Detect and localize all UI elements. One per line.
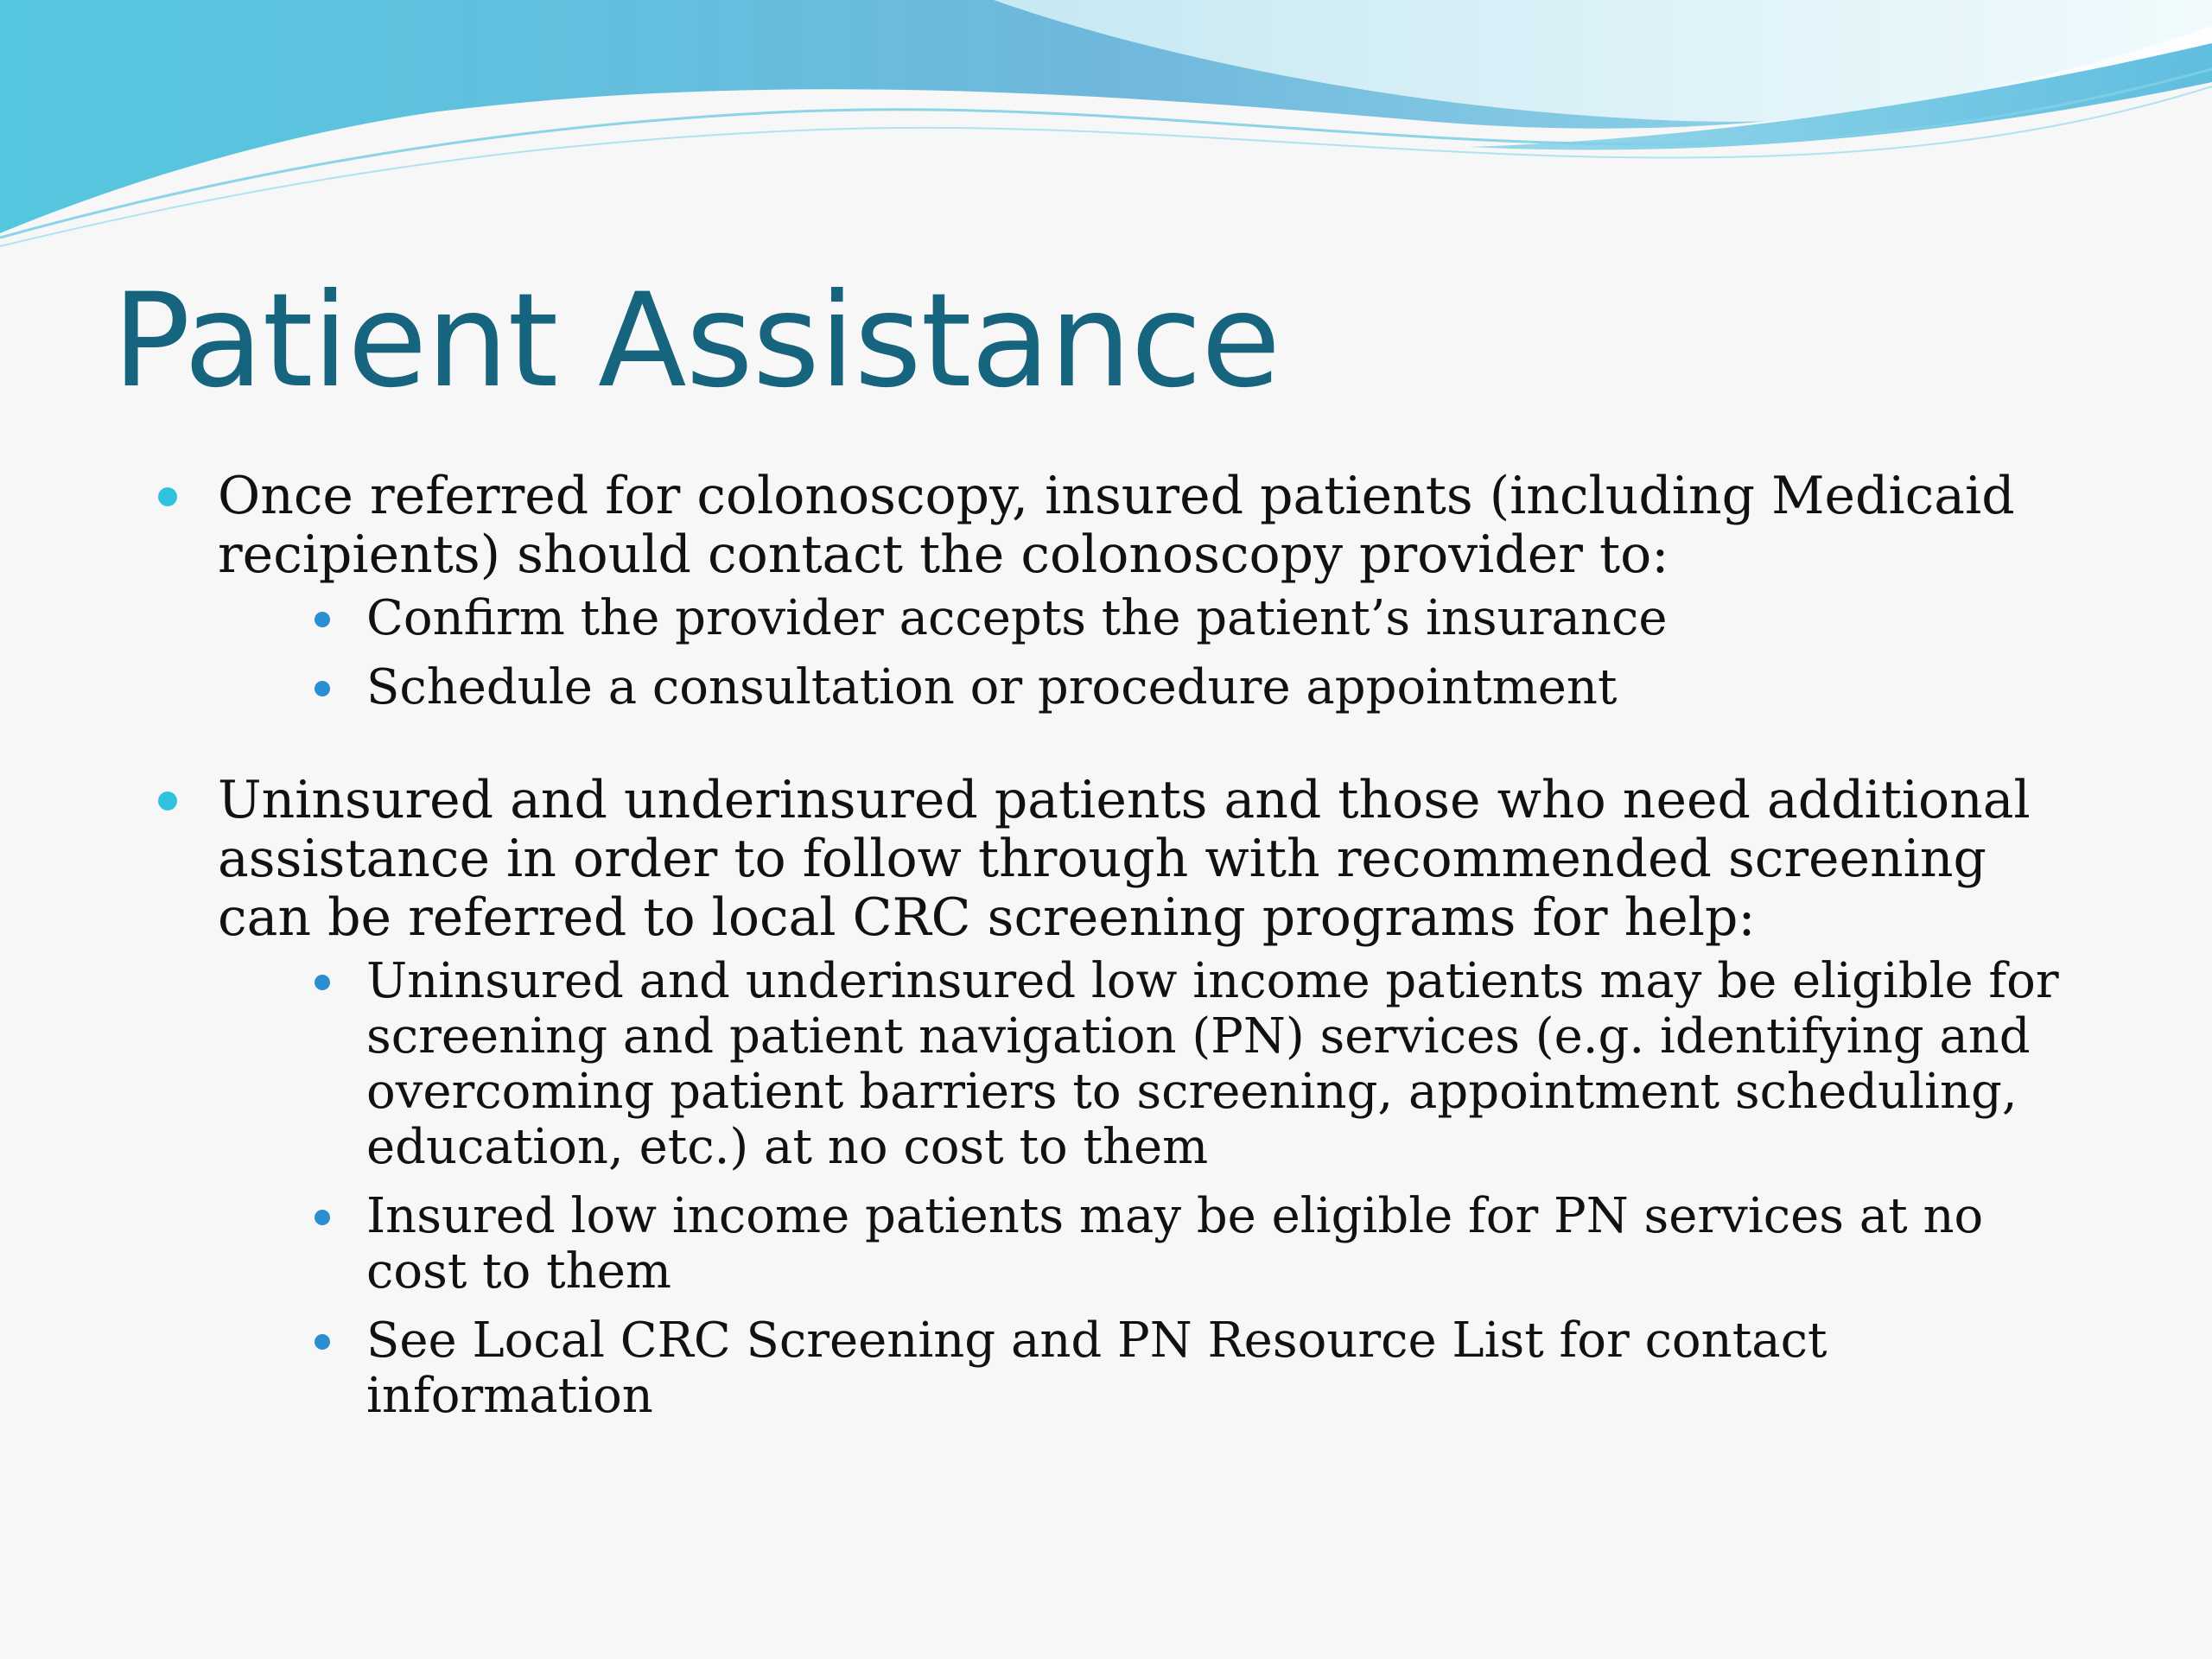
sub-bullet-item bbox=[304, 954, 2091, 1175]
bullet-text: Uninsured and underinsured patients and those who need additional assistance in order to follow through with recommended screening can be referred to local CRC screening programs for help: bbox=[218, 770, 2031, 948]
sub-bullet-text: Insured low income patients may be eligible for PN services at no cost to them bbox=[366, 1188, 1984, 1300]
sub-bullet-text: See Local CRC Screening and PN Resource List for contact information bbox=[366, 1313, 1827, 1424]
sub-bullet-item bbox=[304, 591, 2091, 646]
bullet-dot-icon bbox=[158, 791, 177, 810]
sub-bullet-dot-icon bbox=[315, 681, 330, 696]
sub-bullet-dot-icon bbox=[315, 975, 330, 990]
sub-bullet-item bbox=[304, 1313, 2091, 1424]
bullet-item bbox=[156, 771, 2091, 1424]
bullet-list bbox=[156, 467, 2091, 1424]
sub-bullet-text: Uninsured and underinsured low income patients may be eligible for screening and patient navigation (PN) services (e.g. identifying and overcoming patient barriers to screening, appointment scheduling, education, etc.) at no cost to them bbox=[366, 953, 2059, 1175]
bullet-dot-icon bbox=[158, 487, 177, 506]
slide-content bbox=[156, 467, 2091, 1438]
sub-bullet-text: Schedule a consultation or procedure appointment bbox=[366, 659, 1618, 715]
sub-bullet-dot-icon bbox=[315, 612, 330, 627]
bullet-item bbox=[156, 467, 2091, 715]
slide-title: Patient Assistance bbox=[112, 266, 1281, 416]
sub-bullet-dot-icon bbox=[315, 1334, 330, 1350]
bullet-text: Once referred for colonoscopy, insured patients (including Medicaid recipients) should contact the colonoscopy provider to: bbox=[218, 466, 2015, 585]
sub-bullet-item bbox=[304, 660, 2091, 715]
sub-bullet-list bbox=[218, 954, 2091, 1424]
sub-bullet-item bbox=[304, 1189, 2091, 1300]
sub-bullet-text: Confirm the provider accepts the patient’s insurance bbox=[366, 590, 1668, 646]
sub-bullet-list bbox=[218, 591, 2091, 715]
header-wave-decoration bbox=[0, 0, 2212, 259]
sub-bullet-dot-icon bbox=[315, 1210, 330, 1225]
